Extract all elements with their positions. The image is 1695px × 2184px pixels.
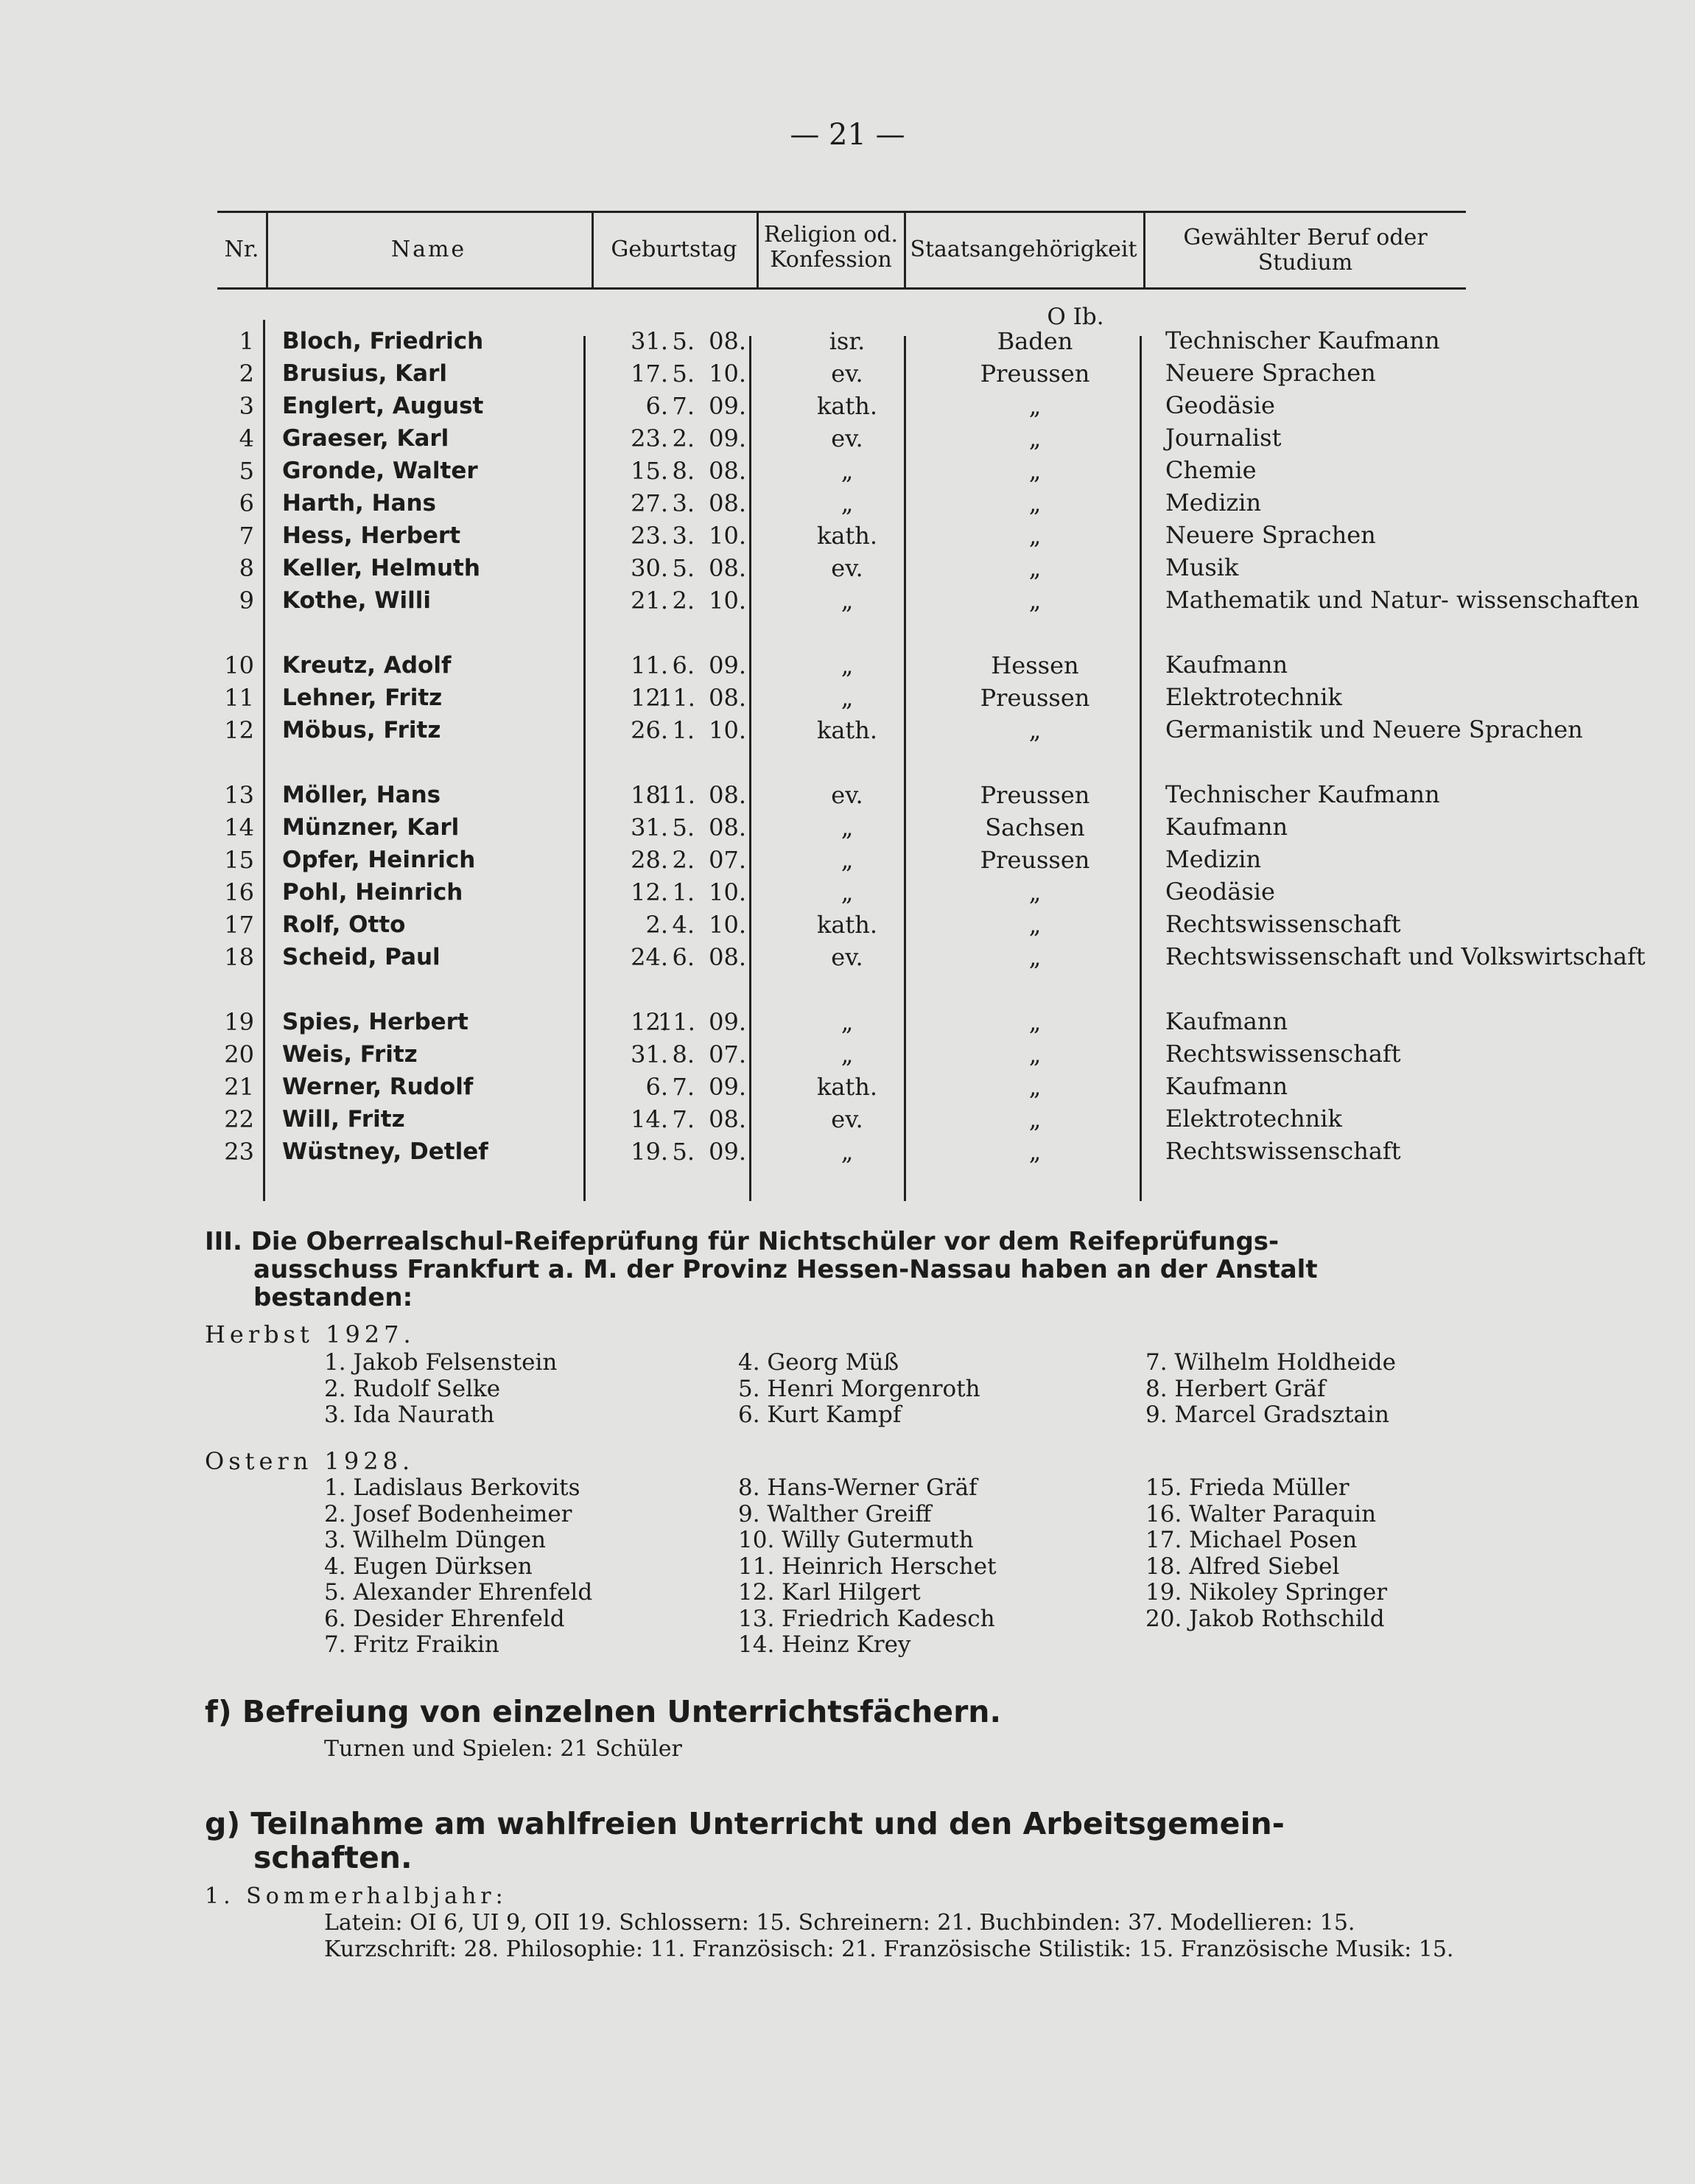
nationality-cell: „: [1028, 457, 1042, 485]
student-name: Rolf, Otto: [282, 911, 406, 938]
career-cell: Medizin: [1165, 489, 1262, 517]
candidate-name: 20. Jakob Rothschild: [1145, 1605, 1385, 1632]
career-cell: Elektrotechnik: [1165, 683, 1342, 711]
table-cell-nr: 18: [224, 943, 254, 971]
candidate-name: 17. Michael Posen: [1145, 1527, 1358, 1553]
birth-day: 26.: [631, 716, 668, 744]
religion-cell: ev.: [831, 943, 863, 971]
herbst-col-3: [1145, 1350, 1396, 1429]
student-name: Lehner, Fritz: [282, 685, 443, 711]
birth-day: 12.: [631, 684, 668, 712]
birth-day: 2.: [645, 911, 668, 939]
birth-year: 08.: [709, 327, 746, 355]
candidate-name: 12. Karl Hilgert: [738, 1579, 921, 1606]
religion-cell: isr.: [829, 327, 866, 355]
birth-year: 09.: [709, 1073, 746, 1101]
student-name: Kreutz, Adolf: [282, 652, 452, 679]
birth-year: 10.: [709, 587, 746, 615]
career-cell: Rechtswissenschaft: [1165, 1137, 1401, 1165]
table-row: [217, 846, 1466, 878]
student-name: Pohl, Heinrich: [282, 879, 463, 906]
nationality-cell: „: [1028, 878, 1042, 906]
career-cell: Kaufmann: [1165, 1072, 1288, 1100]
birth-month: 5.: [672, 327, 695, 355]
birth-year: 09.: [709, 651, 746, 679]
table-top-rule: [217, 211, 1466, 213]
candidate-name: 6. Desider Ehrenfeld: [324, 1605, 565, 1632]
career-cell: Geodäsie: [1165, 391, 1275, 419]
career-cell: Technischer Kaufmann: [1165, 780, 1440, 808]
table-row: [217, 1105, 1466, 1138]
nationality-cell: „: [1028, 1105, 1042, 1133]
religion-cell: kath.: [816, 716, 878, 744]
birth-month: 11.: [658, 684, 695, 712]
student-name: Keller, Helmuth: [282, 555, 480, 581]
column-divider: [757, 211, 759, 287]
candidate-name: 14. Heinz Krey: [738, 1631, 911, 1658]
birth-year: 10.: [709, 360, 746, 388]
religion-cell: ev.: [831, 554, 863, 582]
candidate-name: 2. Rudolf Selke: [324, 1375, 501, 1402]
career-cell: Neuere Sprachen: [1165, 521, 1376, 549]
candidate-name: 13. Friedrich Kadesch: [738, 1605, 995, 1632]
career-cell: Technischer Kaufmann: [1165, 326, 1440, 354]
nationality-cell: „: [1028, 716, 1042, 744]
candidate-name: 4. Georg Müß: [738, 1349, 899, 1376]
student-name: Scheid, Paul: [282, 944, 441, 970]
section-g-heading: [205, 1807, 1285, 1875]
table-cell-nr: 6: [239, 489, 254, 517]
birth-day: 31.: [631, 327, 668, 355]
birth-year: 10.: [709, 716, 746, 744]
candidate-name: 8. Hans-Werner Gräf: [738, 1474, 978, 1501]
nationality-cell: Preussen: [980, 846, 1090, 874]
career-cell: Kaufmann: [1165, 1007, 1288, 1035]
header-career: Gewählter Beruf oder Studium: [1183, 225, 1428, 276]
nationality-cell: „: [1028, 943, 1042, 971]
nationality-cell: Preussen: [980, 684, 1090, 712]
birth-day: 23.: [631, 424, 668, 452]
student-name: Werner, Rudolf: [282, 1074, 474, 1100]
herbst-label: Herbst 1927.: [205, 1320, 415, 1348]
student-name: Wüstney, Detlef: [282, 1138, 488, 1165]
religion-cell: „: [841, 846, 854, 874]
birth-year: 09.: [709, 424, 746, 452]
herbst-col-2: [738, 1350, 980, 1429]
religion-cell: „: [841, 878, 854, 906]
birth-year: 10.: [709, 878, 746, 906]
religion-cell: „: [841, 684, 854, 712]
table-row: [217, 1138, 1466, 1170]
table-cell-nr: 22: [224, 1105, 254, 1133]
birth-day: 27.: [631, 489, 668, 517]
column-divider: [1143, 211, 1145, 287]
section-g-subheading: 1. Sommerhalbjahr:: [205, 1883, 508, 1909]
birth-year: 07.: [709, 846, 746, 874]
career-cell: Musik: [1165, 553, 1239, 581]
nationality-cell: „: [1028, 1040, 1042, 1068]
nationality-cell: Preussen: [980, 781, 1090, 809]
religion-cell: kath.: [816, 392, 878, 420]
section-g-line: Latein: OI 6, UI 9, OII 19. Schlossern: 15. Schreinern: 21. Buchbinden: 37. Modellieren: 15.: [324, 1910, 1355, 1936]
candidate-name: 6. Kurt Kampf: [738, 1401, 902, 1428]
career-cell: Rechtswissenschaft: [1165, 1040, 1401, 1068]
candidate-name: 18. Alfred Siebel: [1145, 1553, 1340, 1580]
student-name: Hess, Herbert: [282, 522, 461, 549]
student-name: Gronde, Walter: [282, 458, 478, 484]
table-cell-nr: 13: [224, 781, 254, 809]
table-row: [217, 457, 1466, 489]
table-cell-nr: 4: [239, 424, 254, 452]
header-nationality: Staatsangehörigkeit: [910, 237, 1137, 262]
header-name: Name: [390, 237, 467, 262]
birth-year: 09.: [709, 392, 746, 420]
birth-day: 17.: [631, 360, 668, 388]
birth-month: 2.: [672, 587, 695, 615]
section-g-heading-line: schaften.: [253, 1840, 413, 1875]
birth-day: 6.: [645, 1073, 668, 1101]
table-row: [217, 684, 1466, 716]
table-cell-nr: 12: [224, 716, 254, 744]
birth-day: 21.: [631, 587, 668, 615]
career-cell: Medizin: [1165, 845, 1262, 873]
table-row: [217, 1073, 1466, 1105]
birth-month: 8.: [672, 457, 695, 485]
birth-month: 5.: [672, 554, 695, 582]
birth-year: 08.: [709, 554, 746, 582]
birth-month: 11.: [658, 1008, 695, 1036]
birth-day: 12.: [631, 1008, 668, 1036]
religion-cell: „: [841, 587, 854, 615]
nationality-cell: „: [1028, 1008, 1042, 1036]
religion-cell: kath.: [816, 911, 878, 939]
table-row: [217, 1008, 1466, 1040]
birth-year: 09.: [709, 1138, 746, 1166]
candidate-name: 16. Walter Paraquin: [1145, 1500, 1377, 1527]
page-number: — 21 —: [790, 118, 905, 152]
student-name: Spies, Herbert: [282, 1009, 469, 1035]
birth-month: 7.: [672, 1073, 695, 1101]
student-name: Kothe, Willi: [282, 587, 431, 614]
birth-day: 18.: [631, 781, 668, 809]
birth-month: 8.: [672, 1040, 695, 1068]
birth-year: 07.: [709, 1040, 746, 1068]
section-iii-heading: [205, 1228, 1472, 1312]
religion-cell: „: [841, 813, 854, 841]
student-name: Münzner, Karl: [282, 814, 460, 841]
birth-year: 09.: [709, 1008, 746, 1036]
table-row: [217, 327, 1466, 360]
header-nr: Nr.: [224, 237, 259, 262]
candidate-name: 8. Herbert Gräf: [1145, 1375, 1326, 1402]
birth-day: 14.: [631, 1105, 668, 1133]
nationality-cell: Hessen: [991, 651, 1079, 679]
candidate-name: 11. Heinrich Herschet: [738, 1553, 997, 1580]
table-cell-nr: 23: [224, 1138, 254, 1166]
birth-year: 08.: [709, 781, 746, 809]
table-row: [217, 1040, 1466, 1073]
section-g-line: Kurzschrift: 28. Philosophie: 11. Französisch: 21. Französische Stilistik: 15. Französische Musik: 15.: [324, 1936, 1454, 1962]
table-row: [217, 489, 1466, 522]
table-row: [217, 813, 1466, 846]
career-cell: Rechtswissenschaft und Volkswirtschaft: [1165, 942, 1646, 970]
table-row: [217, 651, 1466, 684]
table-row: [217, 554, 1466, 587]
religion-cell: kath.: [816, 522, 878, 550]
table-row: [217, 911, 1466, 943]
herbst-col-1: [324, 1350, 557, 1429]
birth-year: 10.: [709, 911, 746, 939]
nationality-cell: „: [1028, 424, 1042, 452]
religion-cell: ev.: [831, 1105, 863, 1133]
table-cell-nr: 5: [239, 457, 254, 485]
candidate-name: 1. Jakob Felsenstein: [324, 1349, 558, 1376]
ostern-col-1: [324, 1475, 592, 1659]
birth-year: 08.: [709, 684, 746, 712]
table-cell-nr: 16: [224, 878, 254, 906]
student-name: Will, Fritz: [282, 1106, 405, 1133]
career-cell: Rechtswissenschaft: [1165, 910, 1401, 938]
career-cell: Elektrotechnik: [1165, 1105, 1342, 1133]
birth-day: 23.: [631, 522, 668, 550]
birth-day: 31.: [631, 813, 668, 841]
birth-month: 1.: [672, 716, 695, 744]
table-cell-nr: 14: [224, 813, 254, 841]
class-group-label: O Ib.: [1047, 304, 1104, 330]
table-row: [217, 781, 1466, 813]
candidate-name: 3. Wilhelm Düngen: [324, 1527, 546, 1553]
table-row: [217, 424, 1466, 457]
table-cell-nr: 17: [224, 911, 254, 939]
student-name: Harth, Hans: [282, 490, 436, 517]
birth-month: 3.: [672, 522, 695, 550]
religion-cell: „: [841, 1008, 854, 1036]
candidate-name: 1. Ladislaus Berkovits: [324, 1474, 580, 1501]
candidate-name: 3. Ida Naurath: [324, 1401, 495, 1428]
birth-month: 5.: [672, 1138, 695, 1166]
candidate-name: 5. Alexander Ehrenfeld: [324, 1579, 593, 1606]
table-cell-nr: 3: [239, 392, 254, 420]
candidate-name: 15. Frieda Müller: [1145, 1474, 1350, 1501]
section-iii-line: III. Die Oberrealschul-Reifeprüfung für Nichtschüler vor dem Reifeprüfungs-: [205, 1227, 1280, 1256]
section-g-heading-line: g) Teilnahme am wahlfreien Unterricht und den Arbeitsgemein-: [205, 1806, 1285, 1841]
table-cell-nr: 19: [224, 1008, 254, 1036]
section-f-heading: f) Befreiung von einzelnen Unterrichtsfächern.: [205, 1694, 1002, 1729]
birth-year: 08.: [709, 1105, 746, 1133]
career-cell: Journalist: [1165, 424, 1282, 452]
career-cell: Germanistik und Neuere Sprachen: [1165, 715, 1583, 743]
candidate-name: 10. Willy Gutermuth: [738, 1527, 974, 1553]
student-name: Weis, Fritz: [282, 1041, 418, 1068]
birth-year: 08.: [709, 457, 746, 485]
birth-day: 28.: [631, 846, 668, 874]
birth-month: 5.: [672, 360, 695, 388]
birth-month: 7.: [672, 1105, 695, 1133]
table-cell-nr: 7: [239, 522, 254, 550]
nationality-cell: Baden: [997, 327, 1073, 355]
table-row: [217, 360, 1466, 392]
student-name: Möbus, Fritz: [282, 717, 441, 743]
religion-cell: ev.: [831, 360, 863, 388]
nationality-cell: „: [1028, 554, 1042, 582]
section-f-body: Turnen und Spielen: 21 Schüler: [324, 1736, 682, 1762]
birth-day: 19.: [631, 1138, 668, 1166]
nationality-cell: „: [1028, 1138, 1042, 1166]
birth-day: 30.: [631, 554, 668, 582]
section-iii-line: ausschuss Frankfurt a. M. der Provinz Hessen-Nassau haben an der Anstalt: [253, 1255, 1318, 1284]
table-row: [217, 522, 1466, 554]
birth-day: 24.: [631, 943, 668, 971]
nationality-cell: „: [1028, 587, 1042, 615]
table-cell-nr: 2: [239, 360, 254, 388]
religion-cell: „: [841, 489, 854, 517]
birth-day: 12.: [631, 878, 668, 906]
table-cell-nr: 11: [224, 684, 254, 712]
candidate-name: 5. Henri Morgenroth: [738, 1375, 980, 1402]
section-iii-line: bestanden:: [253, 1283, 413, 1312]
religion-cell: ev.: [831, 781, 863, 809]
table-cell-nr: 21: [224, 1073, 254, 1101]
student-table: [217, 211, 1646, 1202]
career-cell: Neuere Sprachen: [1165, 359, 1376, 387]
birth-month: 6.: [672, 943, 695, 971]
student-name: Graeser, Karl: [282, 425, 449, 452]
birth-day: 6.: [645, 392, 668, 420]
candidate-name: 9. Walther Greiff: [738, 1500, 932, 1527]
candidate-name: 7. Fritz Fraikin: [324, 1631, 499, 1658]
table-cell-nr: 9: [239, 587, 254, 615]
religion-cell: „: [841, 651, 854, 679]
table-row: [217, 878, 1466, 911]
table-header-rule: [217, 287, 1466, 290]
ostern-col-3: [1145, 1475, 1387, 1632]
candidate-name: 4. Eugen Dürksen: [324, 1553, 533, 1580]
table-cell-nr: 20: [224, 1040, 254, 1068]
birth-month: 6.: [672, 651, 695, 679]
header-birthday: Geburtstag: [611, 237, 737, 262]
ostern-col-2: [738, 1475, 997, 1659]
student-name: Opfer, Heinrich: [282, 847, 476, 873]
birth-month: 2.: [672, 424, 695, 452]
nationality-cell: Sachsen: [985, 813, 1085, 841]
birth-year: 08.: [709, 813, 746, 841]
student-name: Englert, August: [282, 393, 484, 419]
table-cell-nr: 10: [224, 651, 254, 679]
table-row: [217, 392, 1466, 424]
birth-day: 15.: [631, 457, 668, 485]
career-cell: Chemie: [1165, 456, 1257, 484]
nationality-cell: „: [1028, 392, 1042, 420]
nationality-cell: „: [1028, 911, 1042, 939]
birth-month: 4.: [672, 911, 695, 939]
table-row: [217, 715, 1583, 749]
birth-year: 08.: [709, 943, 746, 971]
nationality-cell: Preussen: [980, 360, 1090, 388]
birth-month: 3.: [672, 489, 695, 517]
birth-month: 1.: [672, 878, 695, 906]
table-cell-nr: 15: [224, 846, 254, 874]
birth-month: 11.: [658, 781, 695, 809]
nationality-cell: „: [1028, 1073, 1042, 1101]
student-name: Bloch, Friedrich: [282, 328, 484, 354]
nationality-cell: „: [1028, 489, 1042, 517]
student-name: Brusius, Karl: [282, 360, 448, 387]
table-row: [217, 586, 1640, 619]
birth-month: 5.: [672, 813, 695, 841]
religion-cell: „: [841, 1138, 854, 1166]
candidate-name: 9. Marcel Gradsztain: [1145, 1401, 1389, 1428]
birth-day: 31.: [631, 1040, 668, 1068]
table-cell-nr: 1: [239, 327, 254, 355]
table-cell-nr: 8: [239, 554, 254, 582]
religion-cell: ev.: [831, 424, 863, 452]
table-row: [217, 942, 1646, 976]
religion-cell: kath.: [816, 1073, 878, 1101]
birth-month: 2.: [672, 846, 695, 874]
birth-month: 7.: [672, 392, 695, 420]
career-cell: Mathematik und Natur- wissenschaften: [1165, 586, 1640, 614]
nationality-cell: „: [1028, 522, 1042, 550]
career-cell: Geodäsie: [1165, 878, 1275, 906]
student-name: Möller, Hans: [282, 782, 441, 808]
religion-cell: „: [841, 1040, 854, 1068]
birth-year: 10.: [709, 522, 746, 550]
ostern-label: Ostern 1928.: [205, 1447, 415, 1475]
header-religion: Religion od. Konfession: [763, 222, 899, 273]
career-cell: Kaufmann: [1165, 813, 1288, 841]
birth-year: 08.: [709, 489, 746, 517]
candidate-name: 19. Nikoley Springer: [1145, 1579, 1388, 1606]
career-cell: Kaufmann: [1165, 651, 1288, 679]
candidate-name: 2. Josef Bodenheimer: [324, 1500, 572, 1527]
candidate-name: 7. Wilhelm Holdheide: [1145, 1349, 1396, 1376]
religion-cell: „: [841, 457, 854, 485]
birth-day: 11.: [631, 651, 668, 679]
